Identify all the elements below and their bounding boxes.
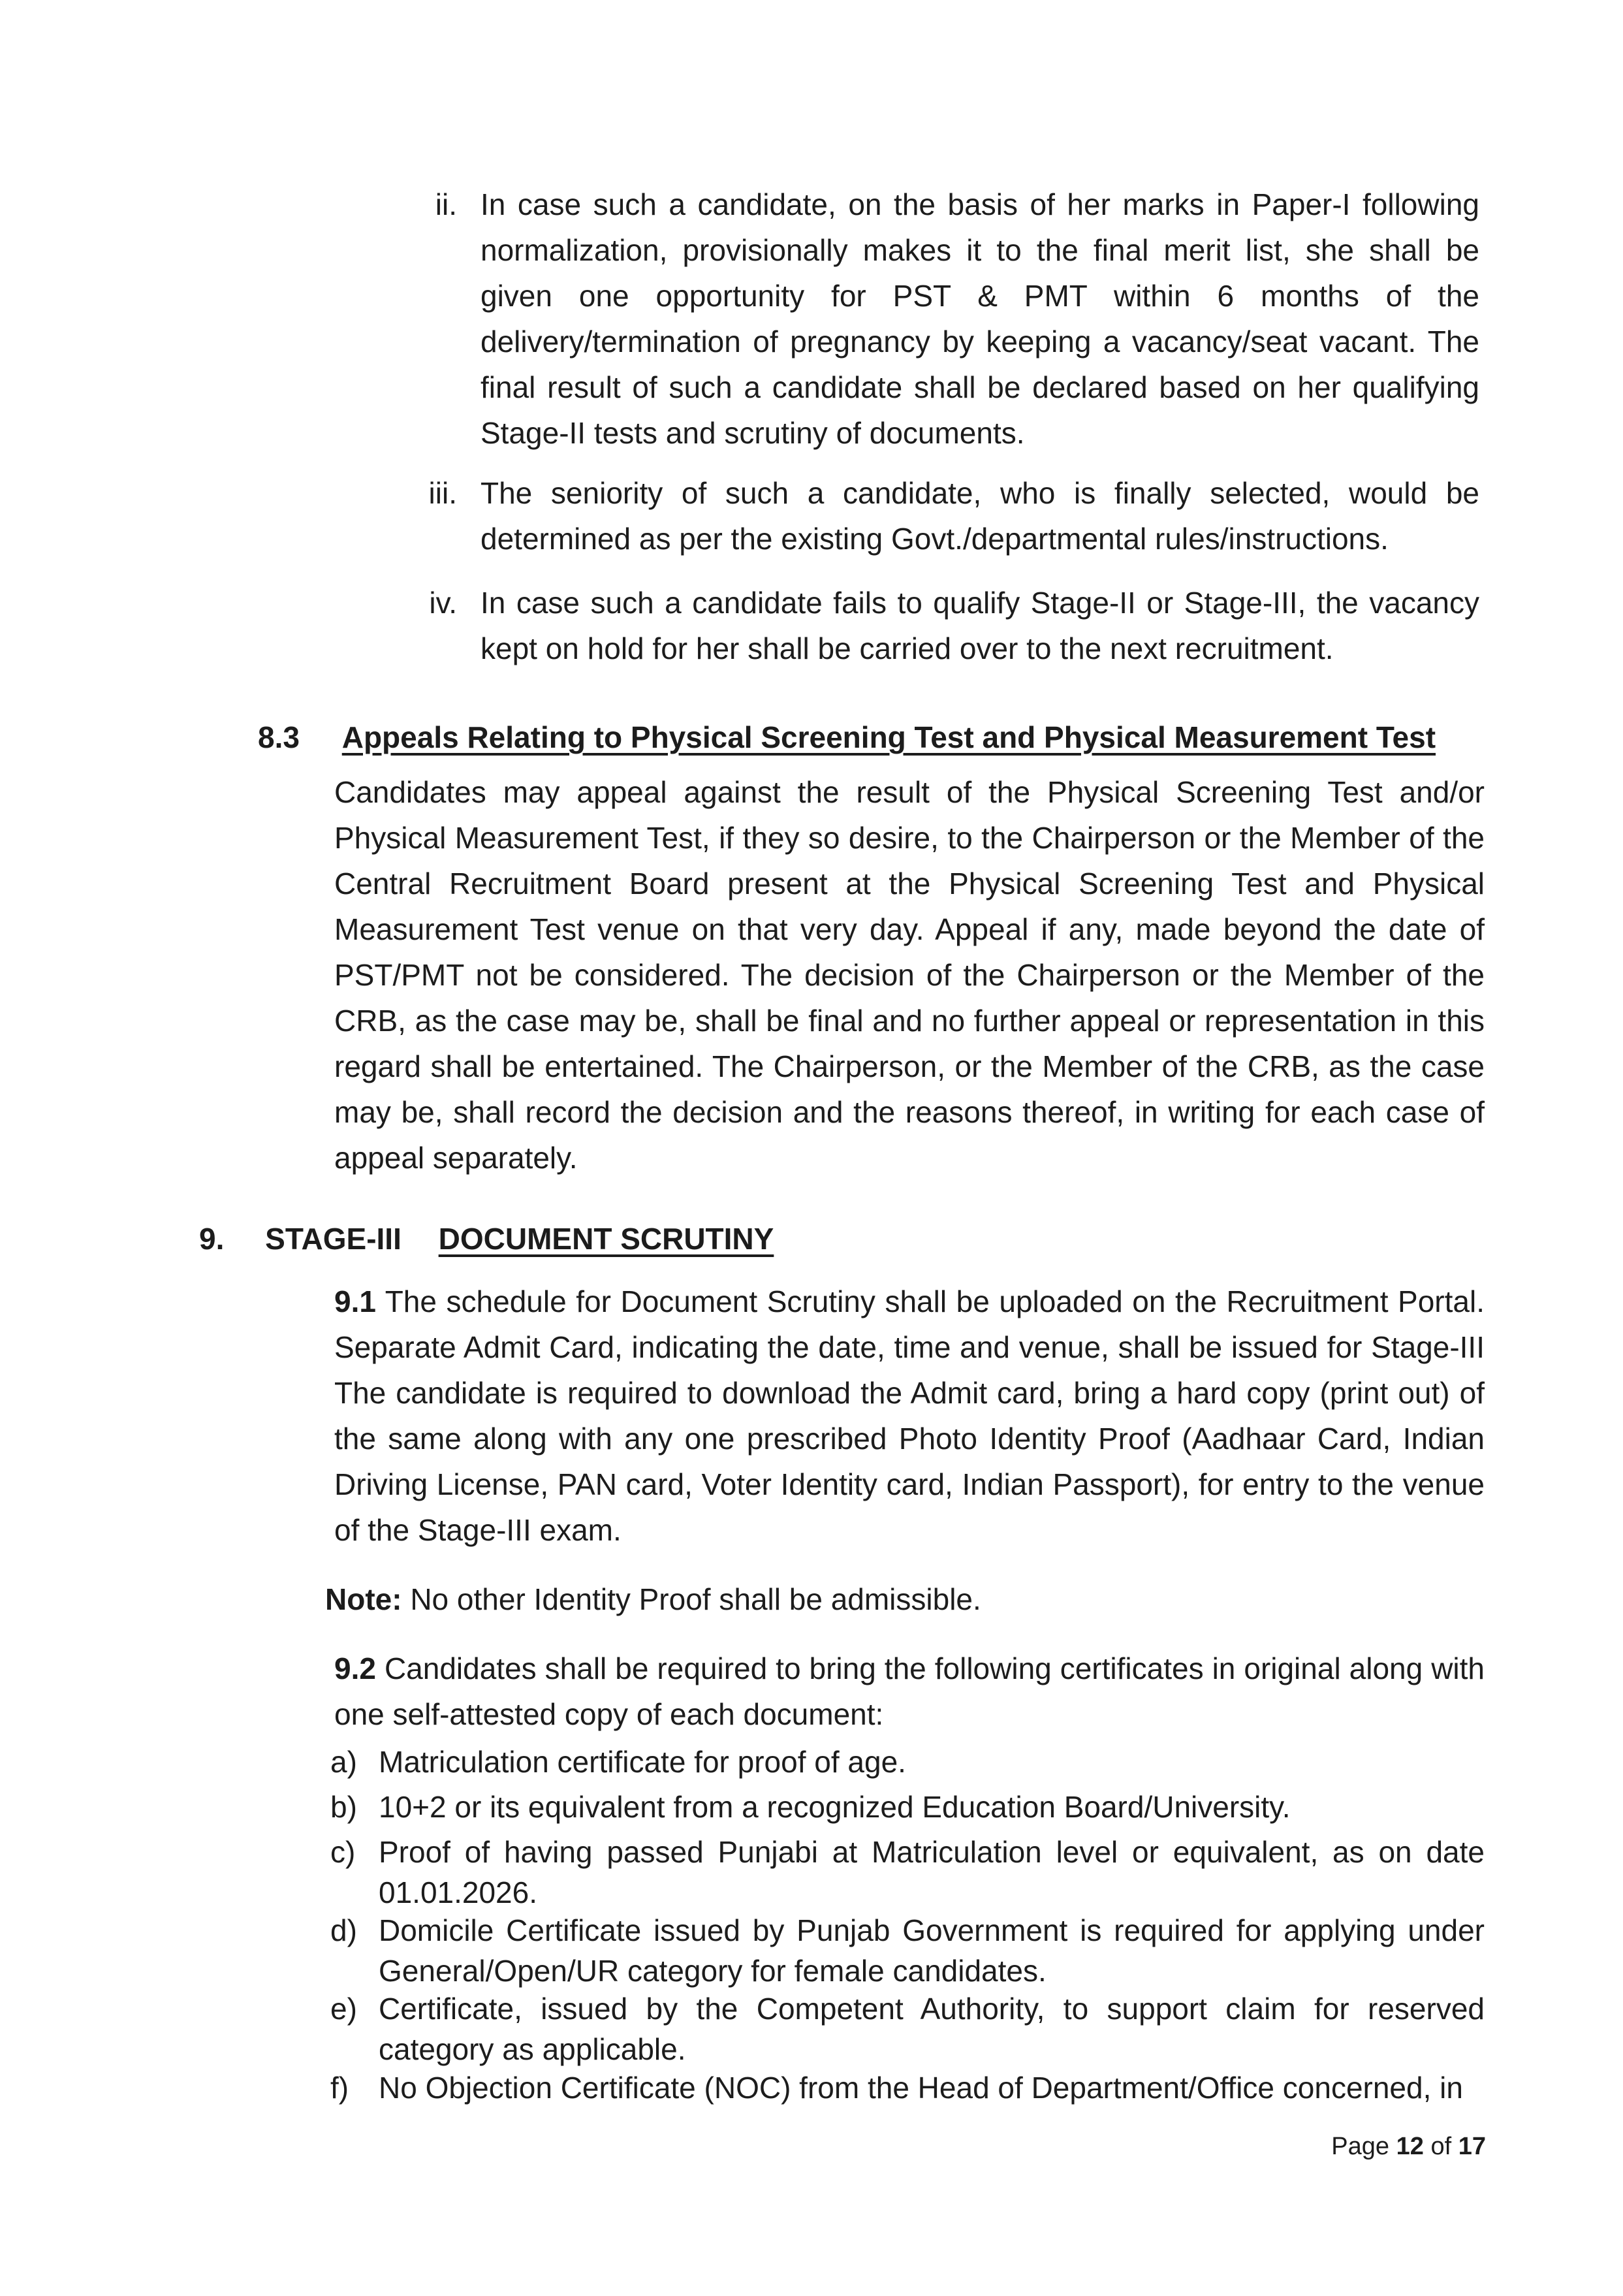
- section-title: DOCUMENT SCRUTINY: [438, 1222, 774, 1256]
- section-heading-9: [199, 1216, 774, 1262]
- list-item-text: In case such a candidate, on the basis of her marks in Paper-I following normalization, provisionally makes it to the final merit list, she shall be given one opportunity for PST & PMT within 6 months of the delivery/termination of pregnancy by keeping a vacancy/seat vacant. The final result of such a candidate shall be declared based on her qualifying Stage-II tests and scrutiny of documents.: [481, 187, 1479, 450]
- certificate-label: d): [330, 1913, 357, 1947]
- certificate-text: No Objection Certificate (NOC) from the Head of Department/Office concerned, in: [379, 2071, 1463, 2105]
- stage-label: STAGE-III: [265, 1222, 402, 1256]
- certificate-label: c): [330, 1835, 356, 1869]
- section-number: 9.: [199, 1222, 225, 1256]
- page-word: Page: [1331, 2133, 1390, 2160]
- certificate-label: e): [330, 1992, 357, 2026]
- section-number: 8.3: [258, 720, 300, 754]
- certificate-text: Domicile Certificate issued by Punjab Government is required for applying under General/Open/UR category for female candidates.: [379, 1913, 1485, 1988]
- list-item-text: The seniority of such a candidate, who is finally selected, would be determined as per the existing Govt./departmental rules/instructions.: [481, 476, 1479, 556]
- note-text: No other Identity Proof shall be admissible.: [410, 1582, 981, 1616]
- list-item-number: iii.: [428, 476, 457, 510]
- section-heading-8-3: [258, 714, 1436, 760]
- certificate-text: Certificate, issued by the Competent Authority, to support claim for reserved category as applicable.: [379, 1992, 1485, 2066]
- certificate-text: Proof of having passed Punjabi at Matriculation level or equivalent, as on date 01.01.2026.: [379, 1835, 1485, 1909]
- section-body-8-3: Candidates may appeal against the result of the Physical Screening Test and/or Physical Measurement Test, if they so desire, to the Chairperson or the Member of the Central Recruitment Board present at the Physical Screening Test and Physical Measurement Test venue on that very day. Appeal if any, made beyond the date of PST/PMT not be considered. The decision of the Chairperson or the Member of the CRB, as the case may be, shall be final and no further appeal or representation in this regard shall be entertained. The Chairperson, or the Member of the CRB, as the case may be, shall record the decision and the reasons thereof, in writing for each case of appeal separately.: [334, 775, 1485, 1175]
- paragraph-text: Candidates shall be required to bring the following certificates in original along with one self-attested copy of each document:: [334, 1651, 1485, 1731]
- note: [325, 1576, 981, 1622]
- certificate-text: 10+2 or its equivalent from a recognized Education Board/University.: [379, 1790, 1291, 1824]
- list-item-number: iv.: [429, 586, 457, 620]
- section-title: Appeals Relating to Physical Screening Test and Physical Measurement Test: [341, 720, 1436, 754]
- paragraph-9-1: [334, 1279, 1485, 1553]
- total-pages: 17: [1458, 2133, 1486, 2160]
- list-item-text: In case such a candidate fails to qualify Stage-II or Stage-III, the vacancy kept on hold for her shall be carried over to the next recruitment.: [481, 586, 1479, 665]
- paragraph-9-2: [334, 1646, 1485, 1737]
- current-page: 12: [1396, 2133, 1424, 2160]
- certificate-label: f): [330, 2071, 349, 2105]
- note-label: Note:: [325, 1582, 402, 1616]
- certificate-label: a): [330, 1745, 357, 1779]
- of-word: of: [1430, 2133, 1452, 2160]
- certificate-label: b): [330, 1790, 357, 1824]
- paragraph-number: 9.1: [334, 1284, 376, 1318]
- paragraph-text: The schedule for Document Scrutiny shall be uploaded on the Recruitment Portal. Separate Admit Card, indicating the date, time and venue, shall be issued for Stage-III The candidate is required to download the Admit card, bring a hard copy (print out) of the same along with any one prescribed Photo Identity Proof (Aadhaar Card, Indian Driving License, PAN card, Voter Identity card, Indian Passport), for entry to the venue of the Stage-III exam.: [334, 1284, 1485, 1547]
- paragraph-number: 9.2: [334, 1651, 376, 1685]
- certificate-text: Matriculation certificate for proof of age.: [379, 1745, 906, 1779]
- page-number: [1331, 2130, 1486, 2163]
- list-item-number: ii.: [435, 187, 457, 221]
